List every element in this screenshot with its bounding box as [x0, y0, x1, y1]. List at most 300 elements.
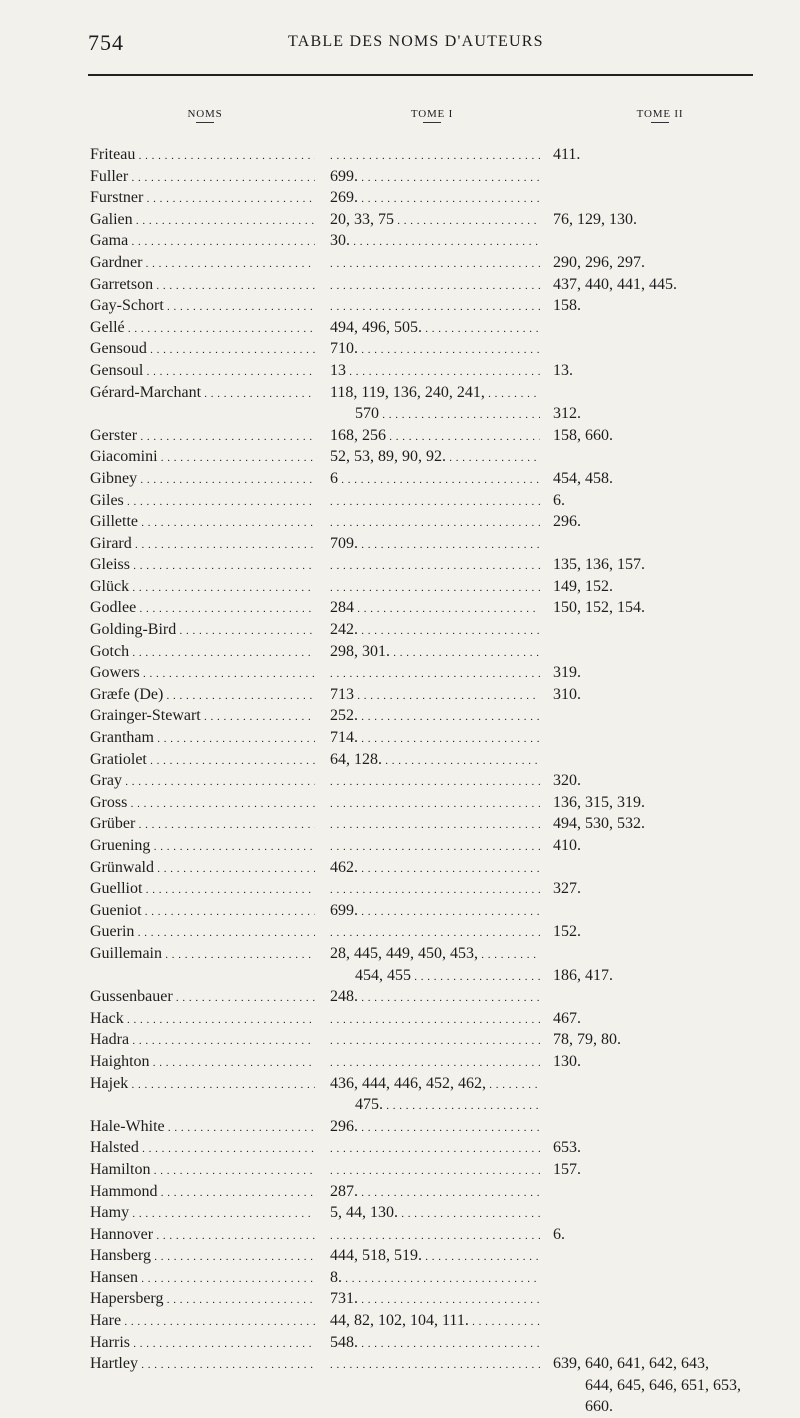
- author-name: [90, 1332, 315, 1356]
- index-entry: [0, 295, 800, 317]
- tome1-pages-text: 436, 444, 446, 452, 462,: [330, 1074, 486, 1092]
- author-name-text: Gueniot: [90, 901, 142, 919]
- column-header-dash: [196, 122, 214, 123]
- tome1-pages: [330, 835, 540, 859]
- tome1-pages: [330, 360, 540, 384]
- index-entry: [0, 1267, 800, 1289]
- column-header-tome1: [400, 108, 464, 123]
- index-entry: [0, 1375, 800, 1397]
- tome1-pages-text: 64, 128.: [330, 750, 382, 768]
- index-entry: [0, 921, 800, 943]
- tome1-pages: [330, 554, 540, 578]
- author-name: [90, 792, 315, 816]
- author-name: [90, 1267, 315, 1291]
- tome1-pages: [330, 1288, 540, 1312]
- index-entry: [0, 403, 800, 425]
- tome2-pages: 410.: [553, 837, 581, 854]
- author-name: [90, 857, 315, 881]
- author-name-text: Hammond: [90, 1182, 158, 1200]
- index-entry: [0, 1073, 800, 1095]
- tome1-pages: [330, 684, 540, 708]
- author-name: [90, 1073, 315, 1097]
- author-name-text: Hapersberg: [90, 1290, 164, 1308]
- tome1-pages: [330, 921, 540, 945]
- author-name: [90, 1181, 315, 1205]
- tome1-pages-text: 296.: [330, 1117, 358, 1135]
- tome1-pages-text: 454, 455: [355, 966, 411, 984]
- tome1-pages-text: 284: [330, 599, 354, 617]
- author-name-text: Hannover: [90, 1225, 154, 1243]
- tome1-pages: [330, 1029, 540, 1053]
- tome1-pages: [330, 1137, 540, 1161]
- index-entry: [0, 274, 800, 296]
- tome1-pages: [330, 792, 540, 816]
- index-entry: [0, 1202, 800, 1224]
- tome1-pages: [330, 749, 540, 773]
- author-name: [90, 1310, 315, 1334]
- page-header: [0, 30, 800, 60]
- tome1-pages: [330, 468, 540, 492]
- page-number: 754: [88, 30, 124, 55]
- author-name: [90, 921, 315, 945]
- author-name: [90, 900, 315, 924]
- author-name-text: Guerin: [90, 923, 135, 941]
- tome1-pages-text: 444, 518, 519.: [330, 1247, 422, 1265]
- index-entry: [0, 425, 800, 447]
- index-entry: [0, 770, 800, 792]
- column-header-noms-label: NOMS: [187, 108, 223, 120]
- author-name: [90, 943, 315, 967]
- index-entry: [0, 1181, 800, 1203]
- author-name: [90, 641, 315, 665]
- index-entry: [0, 986, 800, 1008]
- author-name-text: Gray: [90, 772, 122, 790]
- index-entry: [0, 641, 800, 663]
- index-entry: [0, 1159, 800, 1181]
- author-name: [90, 468, 315, 492]
- tome2-pages: 152.: [553, 923, 581, 941]
- column-header-noms: [185, 108, 225, 123]
- author-name: [90, 813, 315, 837]
- author-name: [90, 835, 315, 859]
- tome1-pages: [330, 576, 540, 600]
- index-entry: [0, 943, 800, 965]
- tome2-pages: 78, 79, 80.: [553, 1031, 621, 1049]
- index-entry: [0, 209, 800, 231]
- author-name-text: Galien: [90, 210, 133, 228]
- tome2-pages: 494, 530, 532.: [553, 815, 645, 833]
- author-name-text: Gotch: [90, 642, 130, 660]
- author-name: [90, 252, 315, 276]
- tome1-pages: [330, 382, 540, 406]
- index-entry: [0, 382, 800, 404]
- tome1-pages-text: 462.: [330, 858, 358, 876]
- author-name: [90, 1116, 315, 1140]
- tome2-pages: 6.: [553, 1225, 565, 1243]
- tome2-pages: 157.: [553, 1160, 581, 1178]
- tome1-pages: [330, 705, 540, 729]
- tome2-pages: 13.: [553, 361, 573, 379]
- index-entry: [0, 1353, 800, 1375]
- author-name-text: Giacomini: [90, 448, 158, 466]
- tome1-pages: [330, 1267, 540, 1291]
- author-name-text: Grainger-Stewart: [90, 707, 201, 725]
- author-name: [90, 274, 315, 298]
- tome1-pages-text: 710.: [330, 340, 358, 358]
- index-entry: [0, 662, 800, 684]
- tome1-pages: [355, 965, 540, 989]
- tome1-pages-text: 548.: [330, 1333, 358, 1351]
- header-rule: [88, 74, 753, 76]
- tome2-pages: 130.: [553, 1052, 581, 1070]
- tome1-pages: [330, 166, 540, 190]
- tome1-pages: [330, 295, 540, 319]
- author-index-list: [0, 144, 800, 1418]
- index-entry: [0, 1288, 800, 1310]
- tome1-pages: [330, 878, 540, 902]
- author-name: [90, 554, 315, 578]
- tome1-pages-text: 252.: [330, 707, 358, 725]
- author-name-text: Gensoud: [90, 340, 147, 358]
- tome1-pages-text: 287.: [330, 1182, 358, 1200]
- tome1-pages: [330, 274, 540, 298]
- index-entry: [0, 727, 800, 749]
- author-name-text: Grünwald: [90, 858, 154, 876]
- tome1-pages: [330, 1353, 540, 1377]
- index-entry: [0, 857, 800, 879]
- author-name: [90, 878, 315, 902]
- tome2-pages: 186, 417.: [553, 966, 613, 984]
- author-name: [90, 230, 315, 254]
- author-name-text: Guelliot: [90, 880, 143, 898]
- tome1-pages-text: 30.: [330, 232, 350, 250]
- index-entry: [0, 965, 800, 987]
- author-name-text: Girard: [90, 534, 132, 552]
- tome1-pages-text: 475.: [355, 1096, 383, 1114]
- author-name-text: Gibney: [90, 469, 138, 487]
- tome2-pages: 660.: [585, 1398, 613, 1416]
- tome2-pages: 467.: [553, 1009, 581, 1027]
- tome1-pages-text: 248.: [330, 988, 358, 1006]
- tome2-pages: 6.: [553, 491, 565, 509]
- author-name: [90, 144, 315, 168]
- tome1-pages-text: 5, 44, 130.: [330, 1204, 398, 1222]
- tome1-pages-text: 168, 256: [330, 426, 386, 444]
- author-name: [90, 360, 315, 384]
- tome2-pages: 150, 152, 154.: [553, 599, 645, 617]
- tome1-pages-text: 118, 119, 136, 240, 241,: [330, 383, 485, 401]
- author-name: [90, 490, 315, 514]
- author-name-text: Glück: [90, 577, 130, 595]
- author-name-text: Furstner: [90, 189, 144, 207]
- index-entry: [0, 468, 800, 490]
- tome2-pages: 411.: [553, 146, 581, 163]
- tome1-pages: [330, 1008, 540, 1032]
- index-entry: [0, 317, 800, 339]
- author-name-text: Godlee: [90, 599, 137, 617]
- author-name-text: Gruening: [90, 837, 151, 854]
- tome1-pages: [330, 317, 540, 341]
- index-entry: [0, 1245, 800, 1267]
- index-entry: [0, 705, 800, 727]
- author-name: [90, 166, 315, 190]
- index-entry: [0, 360, 800, 382]
- tome1-pages: [330, 662, 540, 686]
- author-name: [90, 511, 315, 535]
- author-name: [90, 317, 315, 341]
- tome2-pages: 296.: [553, 513, 581, 531]
- tome2-pages: 639, 640, 641, 642, 643,: [553, 1355, 709, 1373]
- column-header-tome2-label: TOME II: [636, 108, 684, 120]
- author-name-text: Giles: [90, 491, 124, 509]
- tome1-pages: [330, 1159, 540, 1183]
- tome1-pages: [330, 230, 540, 254]
- author-name: [90, 1051, 315, 1075]
- tome2-pages: 76, 129, 130.: [553, 210, 637, 228]
- tome1-pages: [330, 813, 540, 837]
- author-name: [90, 576, 315, 600]
- tome2-pages: 320.: [553, 772, 581, 790]
- tome1-pages: [330, 144, 540, 168]
- author-name: [90, 382, 315, 406]
- author-name-text: Gama: [90, 232, 129, 250]
- tome1-pages-text: 731.: [330, 1290, 358, 1308]
- index-entry: [0, 187, 800, 209]
- author-name-text: Gillette: [90, 513, 138, 531]
- tome1-pages: [330, 533, 540, 557]
- author-name: [90, 446, 315, 470]
- tome1-pages: [330, 1181, 540, 1205]
- author-name-text: Fuller: [90, 167, 129, 185]
- tome1-pages: [330, 619, 540, 643]
- column-header-dash: [423, 122, 441, 123]
- author-name-text: Guillemain: [90, 944, 162, 962]
- author-name: [90, 705, 315, 729]
- index-entry: [0, 684, 800, 706]
- tome2-pages: 290, 296, 297.: [553, 253, 645, 271]
- author-name-text: Gay-Schort: [90, 297, 164, 315]
- author-name-text: Grüber: [90, 815, 136, 833]
- author-name-text: Hack: [90, 1009, 124, 1027]
- tome1-pages: [330, 252, 540, 276]
- author-name-text: Hajek: [90, 1074, 129, 1092]
- index-entry: [0, 446, 800, 468]
- tome1-pages: [330, 425, 540, 449]
- tome1-pages-text: 714.: [330, 729, 358, 747]
- tome1-pages-text: 28, 445, 449, 450, 453,: [330, 944, 478, 962]
- author-name-text: Harris: [90, 1333, 130, 1351]
- author-name-text: Haighton: [90, 1052, 150, 1070]
- tome1-pages: [330, 1073, 540, 1097]
- tome1-pages-text: 52, 53, 89, 90, 92.: [330, 448, 446, 466]
- author-name: [90, 1245, 315, 1269]
- author-name-text: Gussenbauer: [90, 988, 173, 1006]
- author-name-text: Hare: [90, 1312, 122, 1330]
- author-name: [90, 187, 315, 211]
- index-entry: [0, 1029, 800, 1051]
- author-name: [90, 1159, 315, 1183]
- author-name: [90, 770, 315, 794]
- author-name-text: Hamilton: [90, 1160, 151, 1178]
- index-entry: [0, 144, 800, 166]
- author-name-text: Græfe (De): [90, 685, 164, 703]
- author-name: [90, 1137, 315, 1161]
- tome2-pages: 437, 440, 441, 445.: [553, 275, 677, 293]
- tome1-pages-text: 20, 33, 75: [330, 210, 394, 228]
- author-name-text: Hartley: [90, 1355, 138, 1373]
- index-entry: [0, 619, 800, 641]
- tome1-pages-text: 13: [330, 361, 346, 379]
- author-name: [90, 597, 315, 621]
- tome1-pages: [330, 446, 540, 470]
- index-entry: [0, 792, 800, 814]
- tome2-pages: 327.: [553, 880, 581, 898]
- tome1-pages: [330, 900, 540, 924]
- column-header-tome2: [618, 108, 702, 123]
- index-entry: [0, 900, 800, 922]
- tome1-pages-text: 242.: [330, 621, 358, 639]
- index-entry: [0, 878, 800, 900]
- author-name: [90, 662, 315, 686]
- index-entry: [0, 338, 800, 360]
- index-entry: [0, 576, 800, 598]
- author-name: [90, 533, 315, 557]
- tome1-pages: [355, 403, 540, 427]
- tome2-pages: 310.: [553, 685, 581, 703]
- column-headers: [0, 108, 800, 138]
- author-name: [90, 425, 315, 449]
- author-name: [90, 986, 315, 1010]
- tome2-pages: 149, 152.: [553, 577, 613, 595]
- tome1-pages-text: 8.: [330, 1268, 342, 1286]
- author-name: [90, 338, 315, 362]
- author-name-text: Grantham: [90, 729, 154, 747]
- tome2-pages: 135, 136, 157.: [553, 556, 645, 574]
- index-entry: [0, 490, 800, 512]
- index-entry: [0, 1094, 800, 1116]
- author-name: [90, 1008, 315, 1032]
- author-name-text: Halsted: [90, 1139, 139, 1157]
- column-header-dash: [651, 122, 669, 123]
- index-entry: [0, 1051, 800, 1073]
- tome2-pages: 312.: [553, 405, 581, 423]
- author-name: [90, 749, 315, 773]
- tome1-pages: [330, 986, 540, 1010]
- tome2-pages: 319.: [553, 664, 581, 682]
- author-name-text: Gross: [90, 793, 128, 811]
- author-name-text: Gowers: [90, 664, 140, 682]
- tome1-pages-text: 699.: [330, 901, 358, 919]
- author-name-text: Golding-Bird: [90, 621, 177, 639]
- tome1-pages: [330, 209, 540, 233]
- author-name-text: Gellé: [90, 318, 125, 336]
- author-name: [90, 727, 315, 751]
- author-name: [90, 1202, 315, 1226]
- index-entry: [0, 835, 800, 857]
- index-entry: [0, 252, 800, 274]
- running-title: TABLE DES NOMS D'AUTEURS: [288, 33, 544, 50]
- index-entry: [0, 230, 800, 252]
- author-name-text: Gleiss: [90, 556, 130, 574]
- author-name-text: Friteau: [90, 146, 136, 163]
- author-name-text: Hansberg: [90, 1247, 152, 1265]
- tome1-pages: [330, 857, 540, 881]
- index-entry: [0, 749, 800, 771]
- index-entry: [0, 813, 800, 835]
- index-entry: [0, 511, 800, 533]
- tome1-pages: [330, 770, 540, 794]
- tome1-pages: [330, 338, 540, 362]
- tome1-pages-text: 269.: [330, 189, 358, 207]
- tome1-pages: [330, 727, 540, 751]
- author-name-text: Hamy: [90, 1204, 130, 1222]
- tome1-pages-text: 699.: [330, 167, 358, 185]
- tome1-pages: [330, 511, 540, 535]
- tome1-pages: [330, 1245, 540, 1269]
- tome1-pages-text: 709.: [330, 534, 358, 552]
- index-entry: [0, 1137, 800, 1159]
- index-entry: [0, 1396, 800, 1418]
- tome1-pages: [330, 1224, 540, 1248]
- index-entry: [0, 1332, 800, 1354]
- tome1-pages: [330, 187, 540, 211]
- author-name-text: Hansen: [90, 1268, 138, 1286]
- tome1-pages-text: 570: [355, 405, 379, 423]
- tome1-pages: [355, 1094, 540, 1118]
- author-name-text: Gardner: [90, 253, 143, 271]
- tome2-pages: 644, 645, 646, 651, 653,: [585, 1376, 741, 1394]
- author-name-text: Gensoul: [90, 361, 144, 379]
- tome1-pages-text: 494, 496, 505.: [330, 318, 422, 336]
- index-entry: [0, 1008, 800, 1030]
- author-name-text: Hadra: [90, 1031, 130, 1049]
- tome2-pages: 454, 458.: [553, 469, 613, 487]
- author-name-text: Hale-White: [90, 1117, 165, 1135]
- tome1-pages: [330, 1310, 540, 1334]
- tome2-pages: 158, 660.: [553, 426, 613, 444]
- tome1-pages-text: 298, 301.: [330, 642, 390, 660]
- tome1-pages: [330, 1202, 540, 1226]
- author-name: [90, 1288, 315, 1312]
- tome1-pages-text: 6: [330, 469, 338, 487]
- index-entry: [0, 554, 800, 576]
- tome1-pages: [330, 490, 540, 514]
- index-entry: [0, 597, 800, 619]
- tome1-pages: [330, 1051, 540, 1075]
- tome2-pages: 653.: [553, 1139, 581, 1157]
- tome1-pages: [330, 1116, 540, 1140]
- tome1-pages-text: 44, 82, 102, 104, 111.: [330, 1312, 469, 1330]
- index-entry: [0, 533, 800, 555]
- tome1-pages: [330, 641, 540, 665]
- tome2-pages: 158.: [553, 297, 581, 315]
- author-name: [90, 1353, 315, 1377]
- author-name: [90, 1029, 315, 1053]
- column-header-tome1-label: TOME I: [410, 108, 454, 120]
- index-entry: [0, 1310, 800, 1332]
- tome1-pages: [330, 1332, 540, 1356]
- author-name-text: Gerster: [90, 426, 138, 444]
- author-name: [90, 209, 315, 233]
- author-name-text: Gérard-Marchant: [90, 383, 202, 401]
- index-entry: [0, 1116, 800, 1138]
- author-name: [90, 1224, 315, 1248]
- index-entry: [0, 166, 800, 188]
- tome1-pages: [330, 597, 540, 621]
- author-name: [90, 619, 315, 643]
- index-entry: [0, 1224, 800, 1246]
- author-name: [90, 684, 315, 708]
